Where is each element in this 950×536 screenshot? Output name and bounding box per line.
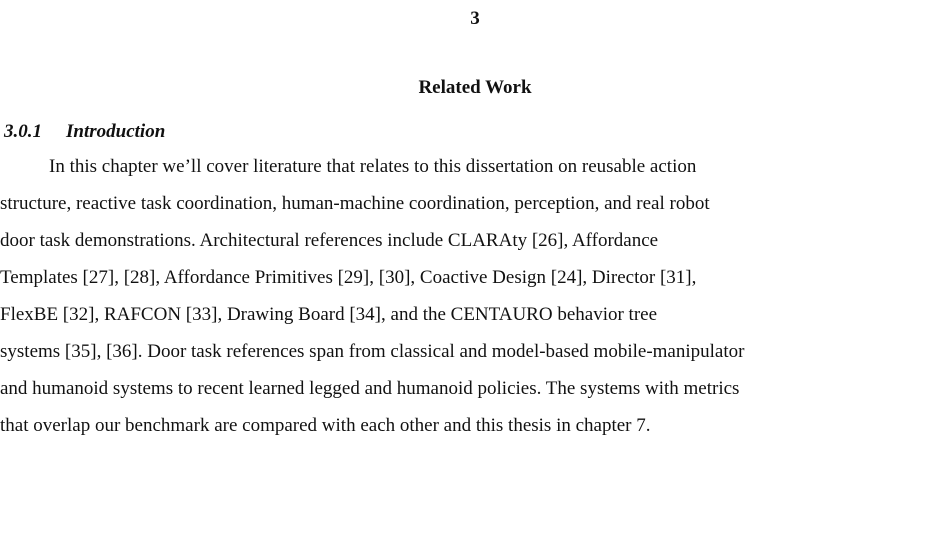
paragraph-line: FlexBE [32], RAFCON [33], Drawing Board [34], and the CENTAURO behavior tree xyxy=(0,304,658,325)
section-number: 3.0.1 xyxy=(4,121,42,142)
section-heading xyxy=(4,121,165,143)
paragraph-line: structure, reactive task coordination, human-machine coordination, perception, and real robot xyxy=(0,193,710,214)
paragraph-line: Templates [27], [28], Affordance Primitives [29], [30], Coactive Design [24], Director [31], xyxy=(0,267,697,288)
paragraph-line: that overlap our benchmark are compared with each other and this thesis in chapter 7. xyxy=(0,415,651,436)
paragraph-line: and humanoid systems to recent learned legged and humanoid policies. The systems with metrics xyxy=(0,378,740,399)
chapter-title: Related Work xyxy=(418,77,532,98)
section-title: Introduction xyxy=(66,121,166,142)
paragraph-line: door task demonstrations. Architectural references include CLARAty [26], Affordance xyxy=(0,230,659,251)
chapter-number: 3 xyxy=(470,8,480,29)
paragraph-line: In this chapter we’ll cover literature that relates to this dissertation on reusable action xyxy=(49,156,697,177)
body-paragraph xyxy=(0,148,946,444)
paragraph-line: systems [35], [36]. Door task references span from classical and model-based mobile-manipulator xyxy=(0,341,745,362)
